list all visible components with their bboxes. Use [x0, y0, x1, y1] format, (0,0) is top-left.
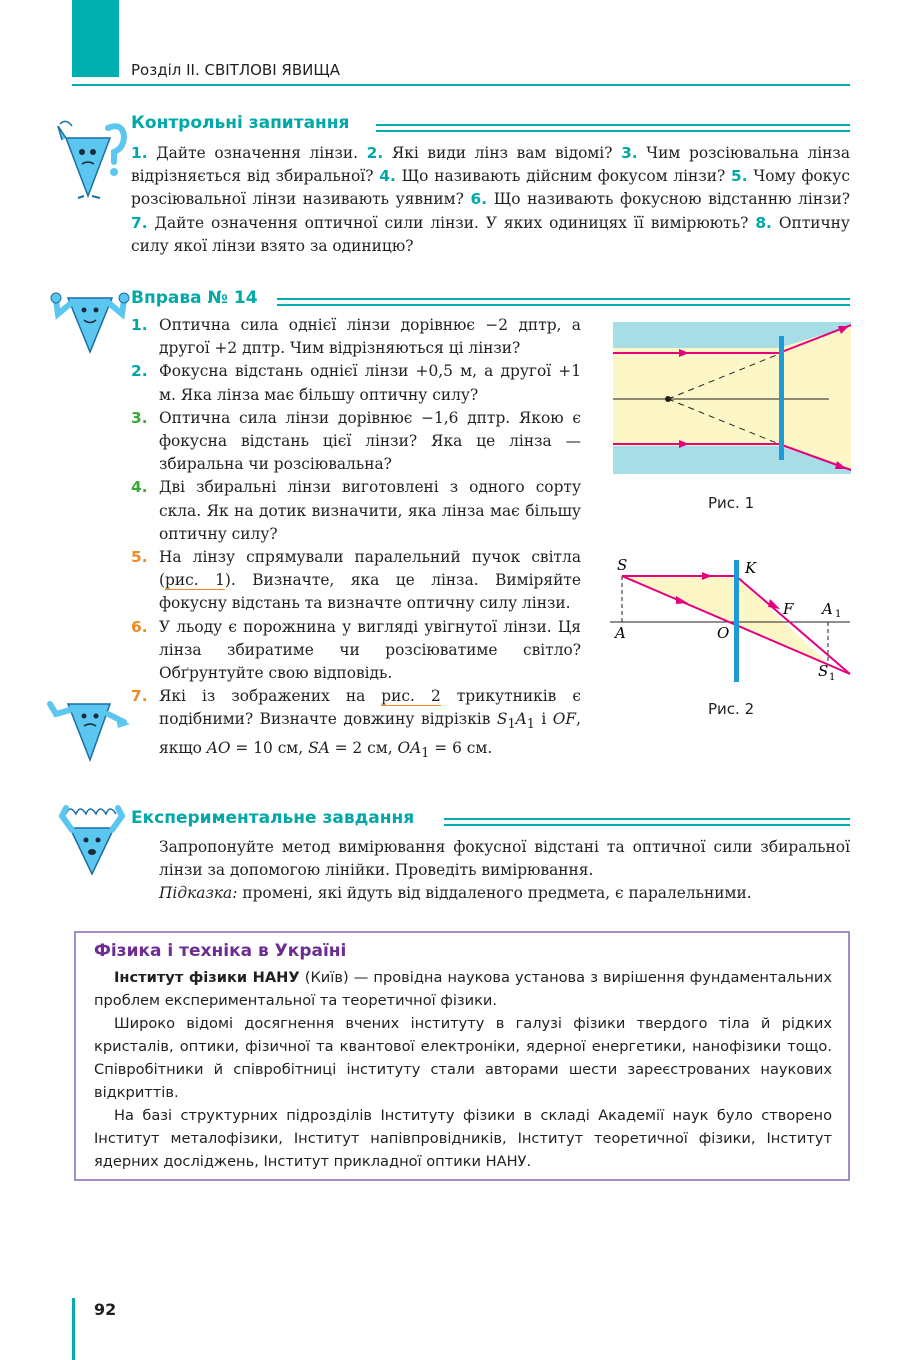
- math-sub: 1: [421, 745, 430, 761]
- question-number: 1.: [131, 144, 148, 162]
- figure-1-diverging-lens: [613, 322, 851, 474]
- pointing-mascot-icon: [46, 700, 130, 762]
- fig1-top-band: [613, 322, 779, 348]
- box-paragraph: [94, 966, 832, 1012]
- experiment-mascot-icon: [56, 800, 128, 876]
- fig1-focus-point: [665, 396, 671, 402]
- question-text: Оптичну силу якої лінзи взято за одиницю?: [131, 213, 850, 255]
- math-var: AO: [206, 738, 231, 757]
- exercise-text: Які із зображених на: [159, 687, 382, 706]
- fig2-label-s: S: [617, 556, 628, 574]
- exercise-text: Оптична сила однієї лінзи дорівнює −2 дптр, а другої +2 дптр. Чим відрізняються ці лінзи?: [159, 316, 581, 358]
- question-text: Чому фокус розсіювальної лінзи називають уявним?: [131, 167, 850, 209]
- box-paragraph: Широко відомі досягнення вчених інституту в галузі фізики твердого тіла й рідких кристалів, оптики, фізичної та квантової електроніки, ядерної енергетики, нанофізики тощо. Співробітники й співробітниці інституту стали авторами шести зареєстрованих наукових відкриттів.: [94, 1015, 832, 1101]
- question-number: 6.: [470, 190, 488, 209]
- exercise-item: [131, 546, 581, 616]
- exercise-text: Дві збиральні лінзи виготовлені з одного сорту скла. Як на дотик визначити, яка лінза має більшу оптичну силу?: [159, 478, 581, 543]
- exercise-item: [131, 407, 581, 477]
- exercise-item: [131, 685, 581, 765]
- math-sub: 1: [507, 717, 516, 733]
- fig2-label-s1: S: [818, 662, 829, 680]
- exercise-number: 1.: [131, 316, 148, 334]
- strong-mascot-icon: [50, 290, 130, 354]
- fig2-label-a1-sub: 1: [835, 609, 842, 620]
- fig2-label-s1-sub: 1: [829, 672, 836, 683]
- exercise-number: 3.: [131, 408, 148, 427]
- exercise-number: 5.: [131, 548, 148, 567]
- fig2-lens: [734, 560, 739, 682]
- exercise-title-rule: [277, 298, 850, 306]
- question-number: 4.: [379, 167, 396, 186]
- experiment-text: Запропонуйте метод вимірювання фокусної відстані та оптичної сили збиральної лінзи за допомогою лінійки. Проведіть вимірювання.: [159, 838, 850, 880]
- figure-1-caption: Рис. 1: [708, 494, 755, 512]
- hint-text: промені, які йдуть від віддаленого предмета, є паралельними.: [237, 884, 752, 903]
- question-text: Чим розсіювальна лінза відрізняється від збиральної?: [131, 144, 850, 186]
- fig1-lens: [779, 336, 784, 460]
- hint-label: Підказка:: [159, 884, 238, 903]
- questions-title-rule: [376, 124, 850, 132]
- fig2-label-k: K: [745, 559, 757, 577]
- exercise-number: 6.: [131, 617, 148, 636]
- exercise-list: [131, 314, 581, 765]
- math-var: OF: [552, 710, 577, 729]
- header-rule: [72, 84, 850, 86]
- exercise-item: [131, 360, 581, 406]
- fig1-bottom-band: [613, 446, 779, 474]
- question-text: Дайте означення оптичної сили лінзи. У яких одиницях її вимірюють?: [154, 213, 749, 232]
- box-paragraph: На базі структурних підрозділів Інституту фізики в складі Академії наук було створено Інститут металофізики, Інститут напівпровідників, Інститут теоретичної фізики, Інститут ядерних досліджень, Інститут прикладної оптики НАНУ.: [94, 1107, 832, 1170]
- question-number: 8.: [755, 213, 772, 232]
- questions-title: Контрольні запитання: [131, 113, 350, 133]
- figure-2-similar-triangles: [610, 552, 852, 684]
- fig2-label-f: F: [783, 600, 794, 618]
- question-text: Що називають дійсним фокусом лінзи?: [401, 167, 726, 186]
- question-text: Які види лінз вам відомі?: [391, 144, 613, 162]
- math-var: SA: [308, 738, 330, 757]
- physics-ukraine-box: [74, 931, 850, 1181]
- exercise-number: 2.: [131, 362, 148, 381]
- question-text: Що називають фокусною відстанню лінзи?: [493, 190, 850, 209]
- experiment-title-rule: [444, 818, 850, 826]
- question-number: 2.: [366, 144, 384, 162]
- question-number: 3.: [621, 144, 638, 162]
- math-var: A: [515, 710, 527, 729]
- fig2-label-o: O: [717, 624, 730, 642]
- exercise-text: На лінзу спрямували паралельний пучок світла (: [159, 548, 581, 590]
- math-sub: 1: [526, 717, 535, 733]
- exercise-text: = 2 см,: [329, 738, 398, 757]
- box-title: Фізика і техніка в Україні: [94, 941, 347, 961]
- question-text: Дайте означення лінзи.: [156, 144, 359, 162]
- box-text: (Київ) — провідна наукова установа з вирішення фундаментальних проблем експериментальної та теоретичної фізики.: [94, 969, 833, 1009]
- exercise-number: 4.: [131, 478, 148, 497]
- exercise-text: Оптична сила лінзи дорівнює −1,6 дптр. Якою є фокусна відстань цієї лінзи? Яка це лінза — збиральна чи розсіювальна?: [159, 408, 581, 474]
- math-var: OA: [397, 738, 422, 757]
- exercise-text: = 6 см.: [429, 738, 493, 757]
- questions-paragraph: [131, 142, 850, 258]
- exercise-item: [131, 476, 581, 546]
- exercise-text: , якщо: [159, 710, 581, 757]
- question-number: 7.: [131, 213, 148, 232]
- page-number-bar: [72, 1298, 75, 1360]
- fig2-triangle-koa1: [736, 576, 828, 664]
- running-header: Розділ II. СВІТЛОВІ ЯВИЩА: [131, 61, 340, 79]
- exercise-item: [131, 314, 581, 360]
- question-number: 5.: [731, 167, 748, 186]
- experiment-title: Експериментальне завдання: [131, 808, 415, 828]
- exercise-item: [131, 616, 581, 686]
- exercise-text: Фокусна відстань однієї лінзи +0,5 м, а другої +1 м. Яка лінза має більшу оптичну силу?: [159, 362, 581, 404]
- exercise-number: 7.: [131, 687, 148, 706]
- figure-2-link[interactable]: рис. 2: [381, 687, 441, 706]
- exercise-text: = 10 см,: [230, 738, 309, 757]
- fig2-label-a: A: [615, 624, 626, 642]
- exercise-text: трикутників є подібними? Визначте довжину відрізків: [159, 687, 581, 729]
- figure-1-link[interactable]: рис. 1: [165, 571, 225, 590]
- page-number: 92: [94, 1300, 117, 1319]
- fig2-arrow: [768, 599, 780, 609]
- exercise-text: і: [534, 710, 553, 729]
- experiment-paragraph: [159, 836, 850, 906]
- fig2-label-a1: A: [822, 600, 833, 618]
- math-var: S: [496, 710, 508, 729]
- institute-name: Інститут фізики НАНУ: [114, 969, 300, 986]
- exercise-text: ). Визначте, яка це лінза. Виміряйте фокусну відстань та визначте оптичну силу лінзи.: [159, 571, 581, 613]
- chapter-tab: [72, 0, 119, 77]
- exercise-text: У льоду є порожнина у вигляді увігнутої лінзи. Ця лінза збиратиме чи розсіюватиме світло? Обґрунтуйте свою відповідь.: [159, 617, 581, 683]
- figure-2-caption: Рис. 2: [708, 700, 755, 718]
- exercise-title: Вправа № 14: [131, 288, 258, 308]
- thinking-mascot-icon: [52, 118, 130, 202]
